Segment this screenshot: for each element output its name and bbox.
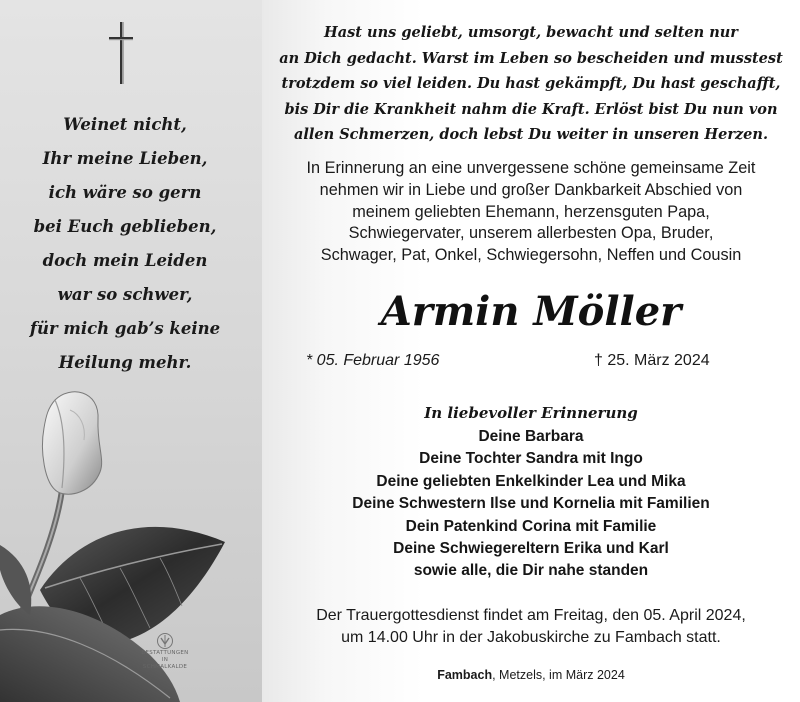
mourners-heading: In liebevoller Erinnerung (424, 404, 638, 422)
poem (262, 20, 800, 148)
left-poem-line: war so schwer, (57, 285, 193, 304)
mourner-line: Deine geliebten Enkelkinder Lea und Mika (376, 472, 686, 490)
logo-text: SCHMALKALDE (142, 664, 188, 670)
mourner-line: Deine Tochter Sandra mit Ingo (419, 450, 643, 468)
logo-mark-icon (156, 632, 174, 650)
logo-text: BESTATTUNGEN (141, 650, 189, 656)
place-name: Fambach (437, 668, 493, 682)
intro-line: nehmen wir in Liebe und großer Dankbarkeit Abschied von (319, 180, 743, 199)
logo-text: IN (161, 657, 169, 663)
poem-line: trotzdem so viel leiden. Du hast gekämpft, Du hast geschafft, (281, 75, 781, 92)
poem-line: allen Schmerzen, doch lebst Du weiter in unseren Herzen. (293, 126, 769, 143)
intro-text (262, 158, 800, 267)
mourner-line: Dein Patenkind Corina mit Familie (405, 517, 657, 535)
left-poem-line: Weinet nicht, (63, 115, 187, 134)
intro-line: In Erinnerung an eine unvergessene schöne gemeinsame Zeit (306, 159, 756, 177)
left-poem-line: ich wäre so gern (48, 183, 202, 202)
left-poem-line: Ihr meine Lieben, (42, 149, 208, 168)
service-line: Der Trauergottesdienst findet am Freitag, den 05. April 2024, (316, 607, 746, 624)
left-poem-line: bei Euch geblieben, (33, 217, 217, 236)
poem-line: Hast uns geliebt, umsorgt, bewacht und selten nur (324, 24, 738, 41)
death-date: † 25. März 2024 (594, 352, 710, 369)
intro-line: Schwager, Pat, Onkel, Schwiegersohn, Neffen und Cousin (320, 246, 742, 265)
mourner-line: Deine Schwestern Ilse und Kornelia mit Familien (352, 495, 710, 513)
intro-line: meinem geliebten Ehemann, herzensguten Papa, (352, 202, 710, 221)
birth-date: * 05. Februar 1956 (306, 352, 440, 369)
mourner-line: Deine Barbara (478, 428, 584, 445)
left-panel (0, 0, 262, 702)
left-poem-line: Heilung mehr. (58, 353, 192, 372)
mourners-list (262, 426, 800, 583)
mourner-line: Deine Schwiegereltern Erika und Karl (393, 540, 669, 558)
left-poem-line: für mich gab’s keine (29, 319, 221, 338)
service-line: um 14.00 Uhr in der Jakobuskirche zu Fambach statt. (341, 628, 721, 646)
deceased-name: Armin Möller (380, 288, 682, 335)
intro-line: Schwiegervater, unserem allerbesten Opa, Bruder, (348, 224, 714, 243)
left-poem-line: doch mein Leiden (42, 251, 208, 270)
mourner-line: sowie alle, die Dir nahe standen (413, 562, 649, 580)
left-poem (0, 108, 250, 380)
place-date-rest: , Metzels, im März 2024 (492, 668, 625, 682)
funeral-home-logo (130, 632, 200, 671)
poem-line: bis Dir die Krankheit nahm die Kraft. Erlöst bist Du nun von (284, 100, 778, 118)
service-info (262, 605, 800, 648)
place-date (262, 668, 800, 682)
cross-icon (106, 22, 136, 84)
poem-line: an Dich gedacht. Warst im Leben so bescheiden und musstest (279, 49, 783, 67)
